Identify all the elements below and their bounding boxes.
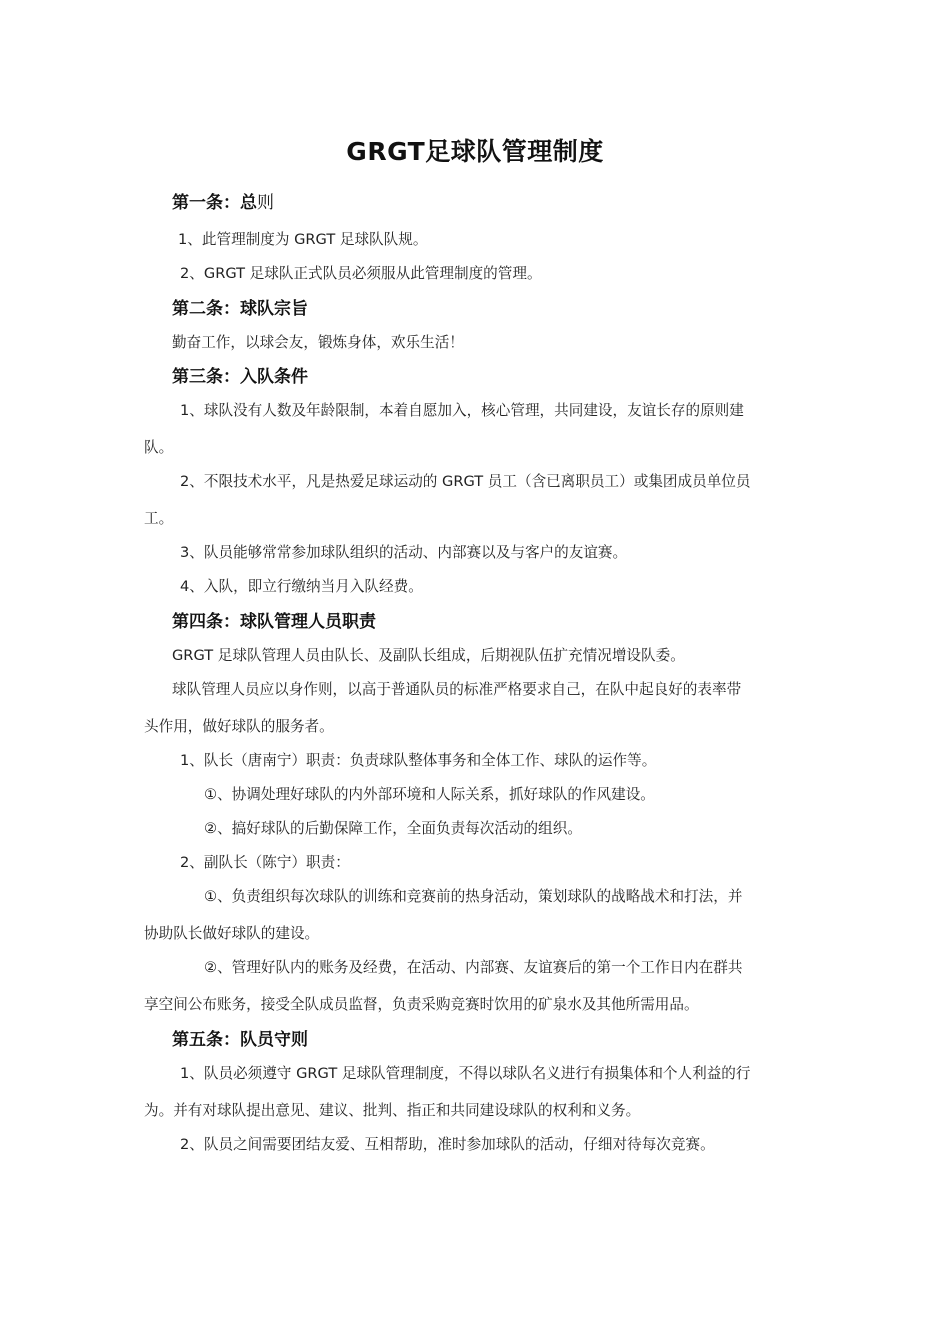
section-4-line-4-2a: ②、管理好队内的账务及经费，在活动、内部赛、友谊赛后的第一个工作日内在群共 — [204, 959, 743, 976]
section-3-line-2a: 2、不限技术水平，凡是热爱足球运动的 GRGT 员工（含已离职员工）或集团成员单位员 — [180, 473, 751, 490]
section-4-line-4-2b: 享空间公布账务，接受全队成员监督，负责采购竞赛时饮用的矿泉水及其他所需用品。 — [144, 996, 699, 1013]
section-4-line-4: 2、副队长（陈宁）职责： — [180, 854, 350, 871]
section-1-heading — [172, 188, 274, 213]
section-5-line-2: 2、队员之间需要团结友爱、互相帮助，准时参加球队的活动，仔细对待每次竞赛。 — [180, 1136, 715, 1153]
section-4-line-4-1a: ①、负责组织每次球队的训练和竞赛前的热身活动，策划球队的战略战术和打法，并 — [204, 888, 743, 905]
section-4-line-2b: 头作用，做好球队的服务者。 — [144, 718, 334, 735]
section-5-line-1b: 为。并有对球队提出意见、建议、批判、指正和共同建设球队的权利和义务。 — [144, 1102, 641, 1119]
document-title: GRGT足球队管理制度 — [346, 137, 604, 166]
section-3-line-1a: 1、球队没有人数及年龄限制，本着自愿加入，核心管理，共同建设，友谊长存的原则建 — [180, 402, 744, 419]
section-2-heading: 第二条：球队宗旨 — [172, 299, 308, 319]
section-4-heading: 第四条：球队管理人员职责 — [172, 612, 376, 632]
section-1-heading-rest: 则 — [257, 193, 274, 213]
section-4-line-1: GRGT 足球队管理人员由队长、及副队长组成，后期视队伍扩充情况增设队委。 — [172, 647, 685, 664]
section-1-line-2: 2、GRGT 足球队正式队员必须服从此管理制度的管理。 — [180, 265, 542, 282]
section-3-heading: 第三条：入队条件 — [172, 367, 308, 387]
section-3-line-4: 4、入队，即立行缴纳当月入队经费。 — [180, 578, 423, 595]
section-1-line-1: 1、此管理制度为 GRGT 足球队队规。 — [178, 231, 428, 248]
section-2-line-1: 勤奋工作，以球会友，锻炼身体，欢乐生活！ — [172, 334, 464, 351]
section-3-line-3: 3、队员能够常常参加球队组织的活动、内部赛以及与客户的友谊赛。 — [180, 544, 628, 561]
section-3-line-2b: 工。 — [144, 510, 174, 527]
section-1-heading-bold: 第一条：总 — [172, 193, 257, 213]
section-3-line-1b: 队。 — [144, 439, 174, 456]
section-5-line-1a: 1、队员必须遵守 GRGT 足球队管理制度，不得以球队名义进行有损集体和个人利益的行 — [180, 1065, 751, 1082]
section-4-line-3-2: ②、搞好球队的后勤保障工作，全面负责每次活动的组织。 — [204, 820, 582, 837]
section-4-line-4-1b: 协助队长做好球队的建设。 — [144, 925, 320, 942]
section-4-line-3: 1、队长（唐南宁）职责：负责球队整体事务和全体工作、球队的运作等。 — [180, 752, 657, 769]
section-4-line-2a: 球队管理人员应以身作则，以高于普通队员的标准严格要求自己，在队中起良好的表率带 — [172, 681, 742, 698]
section-5-heading: 第五条：队员守则 — [172, 1030, 308, 1050]
section-4-line-3-1: ①、协调处理好球队的内外部环境和人际关系，抓好球队的作风建设。 — [204, 786, 655, 803]
